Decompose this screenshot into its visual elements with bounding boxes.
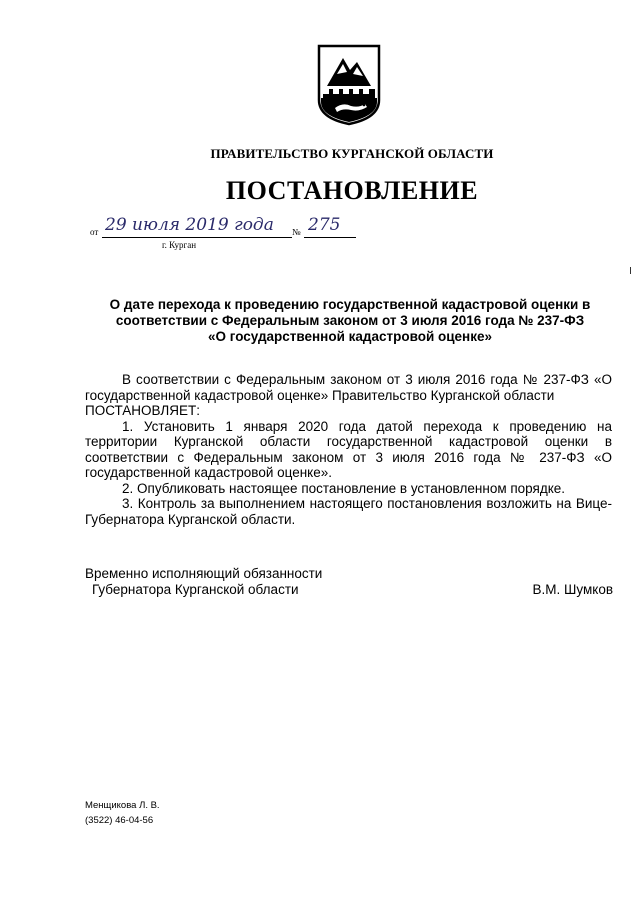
decree-word: ПОСТАНОВЛЯЕТ: (85, 403, 201, 418)
date-number-line (90, 214, 390, 254)
coat-of-arms-icon (317, 44, 381, 126)
document-body (85, 372, 612, 527)
intro-paragraph: В соответствии с Федеральным законом от 3 июля 2016 года № 237-ФЗ «О государственной кадастровой оценке» Правительство Курганской области (85, 372, 612, 403)
signature-position (85, 566, 322, 597)
document-type: ПОСТАНОВЛЕНИЕ (225, 176, 479, 205)
number-label: № (292, 227, 301, 237)
organization-name: ПРАВИТЕЛЬСТВО КУРГАНСКОЙ ОБЛАСТИ (210, 146, 494, 161)
city-label: г. Курган (162, 240, 197, 250)
handwritten-number: 275 (308, 215, 341, 235)
title-line-3: «О государственной кадастровой оценке» (208, 329, 492, 344)
margin-mark (630, 267, 631, 274)
date-from-label: от (90, 227, 99, 237)
title-line-2: соответствии с Федеральным законом от 3 июля 2016 года № 237-ФЗ (115, 313, 585, 328)
item-3: 3. Контроль за выполнением настоящего постановления возложить на Вице-Губернатора Курганской области. (85, 496, 612, 527)
signer-name: В.М. Шумков (532, 582, 613, 597)
item-2: 2. Опубликовать настоящее постановление в установленном порядке. (122, 480, 566, 496)
executor-info (85, 798, 160, 828)
document-title (100, 297, 600, 345)
position-line-2: Губернатора Курганской области (92, 581, 299, 597)
executor-phone: (3522) 46-04-56 (85, 815, 154, 826)
executor-name: Менщикова Л. В. (85, 800, 160, 811)
handwritten-date: 29 июля 2019 года (105, 215, 274, 235)
title-line-1: О дате перехода к проведению государственной кадастровой оценки в (109, 297, 591, 312)
item-1: 1. Установить 1 января 2020 года датой перехода к проведению на территории Курганской области государственной кадастровой оценки в соответствии с Федеральным законом от 3 июля 2016 года № 237-ФЗ «О государственной кадастровой оценке». (85, 418, 612, 480)
number-underline (304, 237, 356, 238)
date-underline (102, 237, 292, 238)
position-line-1: Временно исполняющий обязанности (85, 566, 323, 581)
